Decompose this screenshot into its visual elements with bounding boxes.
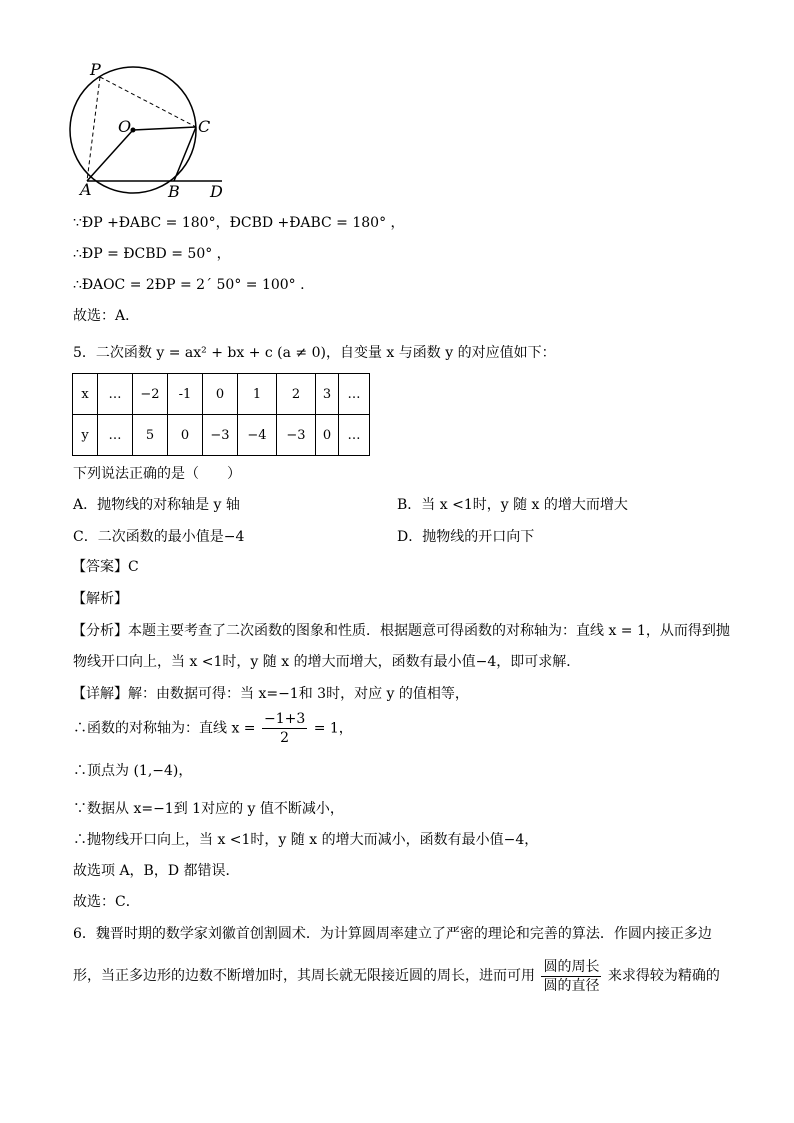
- option-a: A．抛物线的对称轴是 y 轴: [73, 497, 240, 513]
- axis-fraction: [262, 710, 307, 747]
- segment-pa: [87, 77, 100, 181]
- table-cell: …: [98, 415, 133, 456]
- table-cell: 0: [168, 415, 203, 456]
- q6-prefix: 形，当正多边形的边数不断增加时，其周长就无限接近圆的周长，进而可用: [73, 968, 535, 984]
- proof-line-3: ∴ÐAOC = 2ÐP = 2´ 50° = 100° .: [73, 277, 305, 293]
- table-row-x: [73, 374, 370, 415]
- table-cell: 2: [277, 374, 316, 415]
- table-cell: x: [73, 374, 98, 415]
- segment-pc: [100, 77, 196, 127]
- detail-line-1: 【详解】解：由数据可得：当 x=−1和 3时，对应 y 的值相等，: [72, 686, 469, 702]
- table-cell: -1: [168, 374, 203, 415]
- table-cell: −3: [203, 415, 238, 456]
- table-cell: 5: [133, 415, 168, 456]
- axis-suffix: = 1，: [313, 720, 353, 737]
- proof-line-1: ∵ÐP +ÐABC = 180°，ÐCBD +ÐABC = 180° ，: [73, 215, 405, 231]
- table-row-y: [73, 415, 370, 456]
- question-6-line-1: 6．魏晋时期的数学家刘徽首创割圆术．为计算圆周率建立了严密的理论和完善的算法．作圆内接正多边: [73, 926, 712, 942]
- axis-fraction-numerator: −1+3: [263, 711, 306, 727]
- table-cell: −2: [133, 374, 168, 415]
- option-c: C．二次函数的最小值是−4: [73, 529, 245, 545]
- decrease-line: ∵数据从 x=−1到 1对应的 y 值不断减小，: [73, 801, 344, 817]
- pi-fraction-numerator: 圆的周长: [543, 958, 600, 975]
- label-o: O: [118, 117, 132, 136]
- table-cell: y: [73, 415, 98, 456]
- analysis-heading: 【解析】: [72, 591, 128, 607]
- axis-equation: [73, 710, 353, 747]
- table-cell: 0: [316, 415, 339, 456]
- vertex-line: ∴顶点为 (1,−4)，: [73, 763, 193, 779]
- table-cell: …: [339, 415, 370, 456]
- axis-prefix: ∴函数的对称轴为：直线 x =: [73, 720, 256, 737]
- label-b: B: [168, 182, 180, 201]
- label-p: P: [90, 60, 101, 79]
- pi-fraction: [541, 958, 601, 995]
- question-6-line-2: [73, 956, 720, 996]
- analysis-line-2: 物线开口向上，当 x <1时，y 随 x 的增大而增大，函数有最小值−4，即可求解．: [73, 654, 581, 670]
- table-cell: …: [98, 374, 133, 415]
- table-cell: 3: [316, 374, 339, 415]
- table-cell: 1: [238, 374, 277, 415]
- option-d: D．抛物线的开口向下: [397, 529, 535, 545]
- label-d: D: [210, 182, 223, 201]
- wrong-options-line: 故选项 A，B，D 都错误．: [73, 863, 240, 879]
- q6-suffix: 来求得较为精确的: [607, 968, 720, 984]
- value-table: [72, 373, 370, 456]
- table-cell: …: [339, 374, 370, 415]
- answer-label: 【答案】C: [72, 559, 139, 575]
- table-cell: −4: [238, 415, 277, 456]
- choose-c-line: 故选：C．: [73, 894, 140, 910]
- label-a: A: [80, 180, 92, 199]
- proof-line-2: ∴ÐP = ÐCBD = 50° ，: [73, 246, 231, 262]
- question-5-stem: 5．二次函数 y = ax² + bx + c (a ≠ 0)，自变量 x 与函数 y 的对应值如下：: [73, 345, 556, 361]
- segment-cb: [174, 127, 196, 181]
- segment-oc: [133, 127, 196, 130]
- analysis-line-1: 【分析】本题主要考查了二次函数的图象和性质．根据题意可得函数的对称轴为：直线 x = 1，从而得到抛: [72, 623, 730, 639]
- option-b: B．当 x <1时，y 随 x 的增大而增大: [397, 497, 628, 513]
- circle-geometry-figure: [60, 60, 240, 205]
- conclusion-line: ∴抛物线开口向上，当 x <1时，y 随 x 的增大而减小，函数有最小值−4，: [73, 832, 539, 848]
- choose-a-line: 故选：A．: [73, 308, 140, 324]
- axis-fraction-denominator: 2: [280, 730, 290, 746]
- question-5-prompt: 下列说法正确的是（ ）: [73, 466, 241, 482]
- table-cell: −3: [277, 415, 316, 456]
- label-c: C: [198, 117, 211, 136]
- center-point: [131, 128, 136, 133]
- table-cell: 0: [203, 374, 238, 415]
- pi-fraction-denominator: 圆的直径: [543, 977, 600, 994]
- segment-oa: [87, 130, 133, 181]
